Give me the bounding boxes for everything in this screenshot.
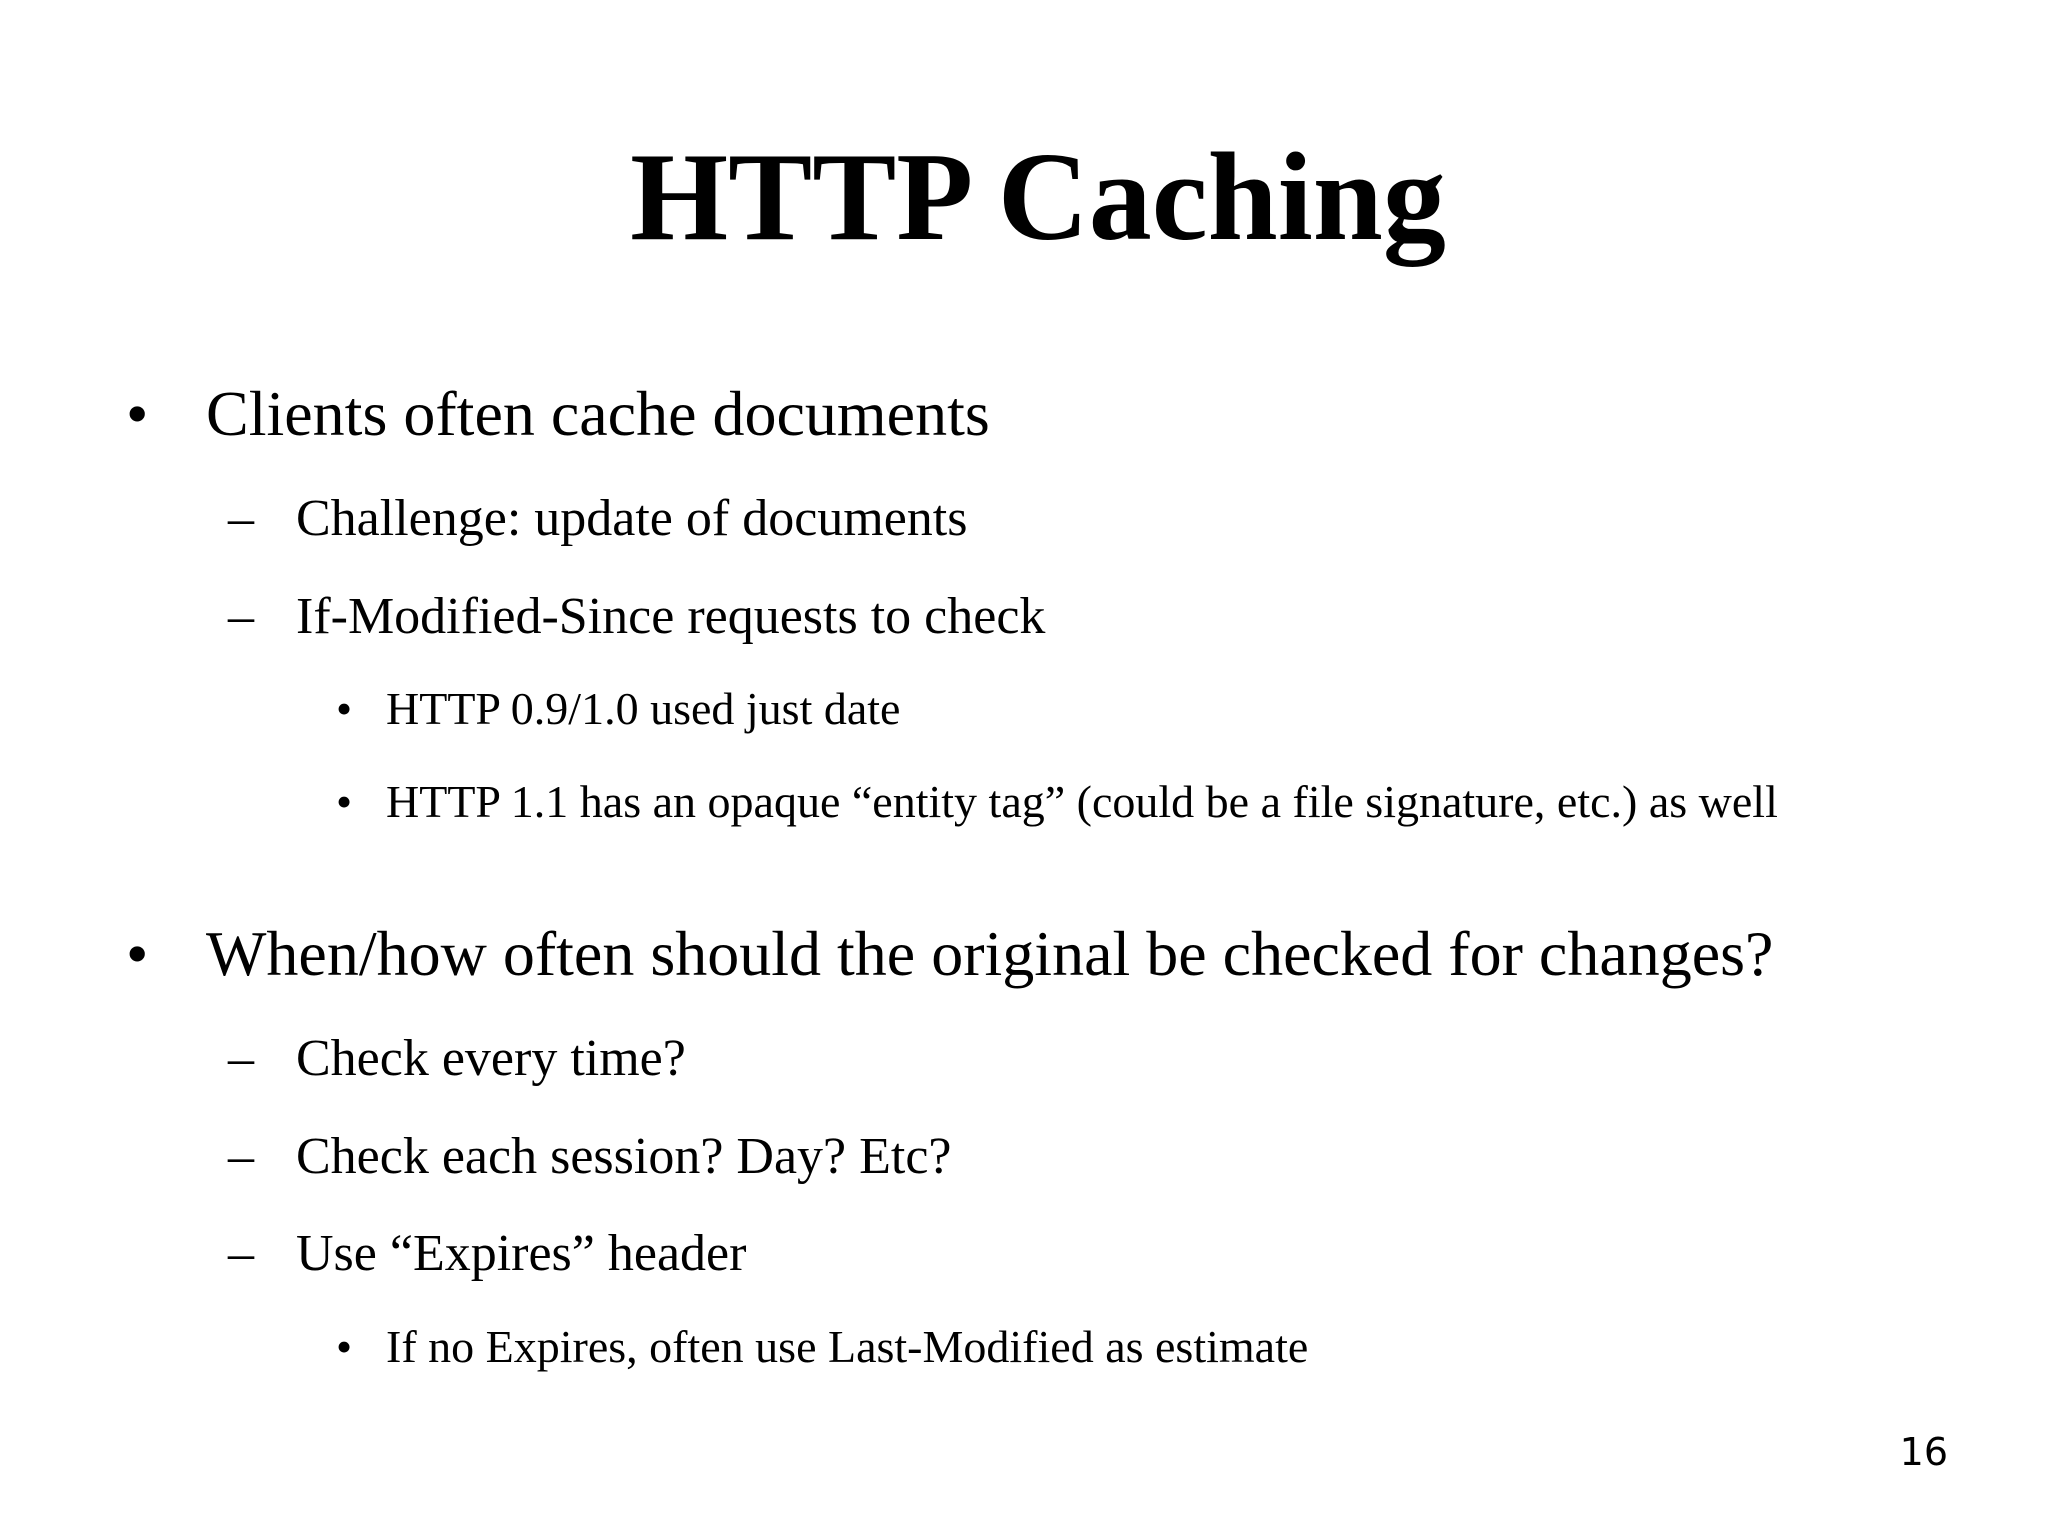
sub-bullet-check-every-time bbox=[0, 1029, 2048, 1089]
bullet-marker: • bbox=[336, 683, 353, 734]
sub-sub-bullet-text: If no Expires, often use Last-Modified as estimate bbox=[386, 1321, 1309, 1372]
bullet-marker: • bbox=[336, 1321, 353, 1372]
sub-bullet-use-expires bbox=[0, 1224, 2048, 1284]
slide-title: HTTP Caching bbox=[630, 128, 1446, 267]
dash-marker: – bbox=[228, 490, 254, 547]
sub-bullet-text: Check every time? bbox=[296, 1030, 686, 1087]
sub-bullet-if-modified-since bbox=[0, 587, 2048, 647]
sub-bullet-text: Check each session? Day? Etc? bbox=[296, 1128, 952, 1185]
dash-marker: – bbox=[228, 1225, 254, 1282]
dash-marker: – bbox=[228, 588, 254, 645]
sub-bullet-text: Challenge: update of documents bbox=[296, 490, 968, 547]
bullet-text: Clients often cache documents bbox=[206, 378, 990, 449]
bullet-clients-cache bbox=[0, 378, 2048, 450]
bullet-when-how-often bbox=[0, 918, 2048, 990]
sub-sub-bullet-text: HTTP 0.9/1.0 used just date bbox=[386, 683, 901, 734]
sub-sub-bullet-http11 bbox=[0, 775, 2048, 885]
bullet-marker: • bbox=[126, 378, 149, 449]
dash-marker: – bbox=[228, 1128, 254, 1185]
sub-sub-bullet-http09 bbox=[0, 682, 2048, 736]
bullet-marker: • bbox=[336, 776, 353, 827]
sub-bullet-challenge bbox=[0, 489, 2048, 549]
page-number: 16 bbox=[1899, 1430, 1948, 1474]
sub-bullet-text: If-Modified-Since requests to check bbox=[296, 588, 1046, 645]
bullet-marker: • bbox=[126, 918, 149, 989]
sub-bullet-check-each-session bbox=[0, 1127, 2048, 1187]
sub-sub-bullet-no-expires bbox=[0, 1320, 2048, 1374]
sub-sub-bullet-text: HTTP 1.1 has an opaque “entity tag” (could be a file signature, etc.) as well bbox=[386, 776, 1778, 827]
dash-marker: – bbox=[228, 1030, 254, 1087]
sub-bullet-text: Use “Expires” header bbox=[296, 1225, 747, 1282]
bullet-text: When/how often should the original be checked for changes? bbox=[206, 918, 1774, 989]
